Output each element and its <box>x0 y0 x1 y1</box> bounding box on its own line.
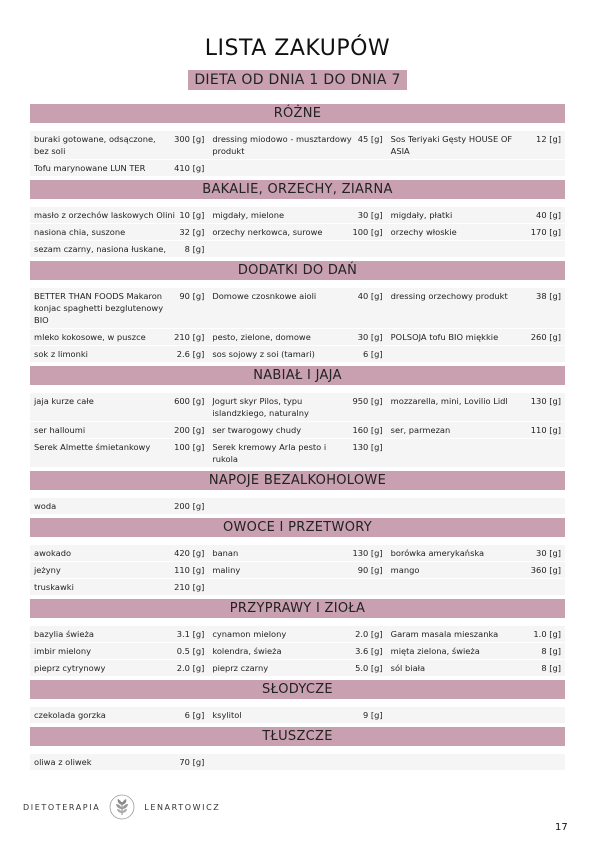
item-quantity: 6 [g] <box>184 710 205 720</box>
item-row <box>30 660 565 676</box>
item-quantity: 110 [g] <box>530 425 561 435</box>
list-item <box>30 643 208 659</box>
item-name: jeżyny <box>34 565 61 575</box>
item-row <box>30 579 565 595</box>
item-quantity: 2.0 [g] <box>176 663 205 673</box>
section-items <box>30 537 565 599</box>
section-items <box>30 385 565 471</box>
section-header: SŁODYCZE <box>30 680 565 699</box>
brand-logo <box>23 794 220 820</box>
item-name: sos sojowy z soi (tamari) <box>212 349 315 359</box>
list-item <box>208 393 386 421</box>
item-row <box>30 707 565 723</box>
item-quantity: 3.6 [g] <box>355 646 383 656</box>
item-name: czekolada gorzka <box>34 710 106 720</box>
list-item <box>30 579 208 595</box>
item-name: borówka amerykańska <box>390 548 485 558</box>
list-item <box>30 393 208 421</box>
item-quantity: 200 [g] <box>174 501 205 511</box>
item-name: dressing orzechowy produkt <box>390 291 508 301</box>
item-quantity: 6 [g] <box>362 349 383 359</box>
list-item <box>208 545 386 561</box>
item-quantity: 30 [g] <box>536 548 561 558</box>
section-header: DODATKI DO DAŃ <box>30 261 565 280</box>
leaf-wreath-icon <box>109 794 135 820</box>
diet-period-subtitle: DIETA OD DNIA 1 DO DNIA 7 <box>188 70 406 90</box>
item-name: Tofu marynowane LUN TER <box>34 163 146 173</box>
item-row <box>30 422 565 438</box>
item-name: pieprz czarny <box>212 663 269 673</box>
item-name: POLSOJA tofu BIO miękkie <box>390 332 499 342</box>
section-items <box>30 199 565 261</box>
list-item <box>208 643 386 659</box>
empty-cell <box>387 707 565 723</box>
item-row <box>30 626 565 642</box>
item-name: sól biała <box>390 663 426 673</box>
item-quantity: 45 [g] <box>357 134 383 144</box>
item-quantity: 300 [g] <box>174 134 205 144</box>
item-row <box>30 498 565 514</box>
list-item <box>208 329 386 345</box>
item-quantity: 200 [g] <box>174 425 205 435</box>
list-item <box>30 288 208 328</box>
item-name: jaja kurze całe <box>34 396 94 406</box>
item-quantity: 70 [g] <box>179 757 205 767</box>
list-item <box>208 660 386 676</box>
item-quantity: 30 [g] <box>357 332 383 342</box>
page-number: 17 <box>555 822 568 833</box>
section-items <box>30 123 565 180</box>
list-item <box>208 346 386 362</box>
list-item <box>30 660 208 676</box>
item-name: maliny <box>212 565 241 575</box>
item-quantity: 360 [g] <box>530 565 561 575</box>
empty-cell <box>208 498 386 514</box>
section-items <box>30 490 565 518</box>
item-name: kolendra, świeża <box>212 646 282 656</box>
item-quantity: 130 [g] <box>352 442 383 452</box>
list-item <box>208 626 386 642</box>
list-item <box>387 224 565 240</box>
item-quantity: 410 [g] <box>174 163 205 173</box>
item-quantity: 12 [g] <box>536 134 561 144</box>
list-item <box>30 329 208 345</box>
empty-cell <box>208 241 386 257</box>
empty-cell <box>387 754 565 770</box>
item-name: BETTER THAN FOODS Makaron konjac spaghetti bezglutenowy BIO <box>34 291 164 325</box>
item-name: orzechy nerkowca, surowe <box>212 227 323 237</box>
list-item <box>208 131 386 159</box>
list-item <box>30 207 208 223</box>
list-item <box>387 545 565 561</box>
item-name: mozzarella, mini, Lovilio Lidl <box>390 396 508 406</box>
item-quantity: 8 [g] <box>184 244 205 254</box>
item-name: buraki gotowane, odsączone, bez soli <box>34 134 156 156</box>
list-item <box>30 498 208 514</box>
item-name: woda <box>34 501 57 511</box>
list-item <box>30 224 208 240</box>
list-item <box>208 422 386 438</box>
list-item <box>387 643 565 659</box>
list-item <box>208 707 386 723</box>
item-quantity: 8 [g] <box>541 663 561 673</box>
item-name: Domowe czosnkowe aioli <box>212 291 317 301</box>
list-item <box>30 562 208 578</box>
list-item <box>387 288 565 328</box>
list-item <box>30 545 208 561</box>
list-item <box>387 422 565 438</box>
item-quantity: 8 [g] <box>541 646 561 656</box>
item-quantity: 40 [g] <box>536 210 561 220</box>
item-quantity: 210 [g] <box>174 332 205 342</box>
item-row <box>30 562 565 578</box>
item-name: Jogurt skyr Pilos, typu islandzkiego, naturalny <box>212 396 309 418</box>
item-name: mango <box>390 565 420 575</box>
shopping-list-sections <box>30 104 565 774</box>
item-name: Serek kremowy Arla pesto i rukola <box>212 442 327 464</box>
list-item <box>387 131 565 159</box>
list-item <box>387 562 565 578</box>
item-quantity: 170 [g] <box>530 227 561 237</box>
brand-name-left: DIETOTERAPIA <box>23 802 101 812</box>
item-name: nasiona chia, suszone <box>34 227 126 237</box>
list-item <box>30 707 208 723</box>
list-item <box>387 393 565 421</box>
list-item <box>208 288 386 328</box>
list-item <box>387 329 565 345</box>
item-quantity: 3.1 [g] <box>176 629 205 639</box>
item-row <box>30 288 565 328</box>
list-item <box>208 224 386 240</box>
item-name: sezam czarny, nasiona łuskane, <box>34 244 167 254</box>
section-items <box>30 280 565 366</box>
item-quantity: 32 [g] <box>179 227 205 237</box>
item-row <box>30 224 565 240</box>
item-name: ser, parmezan <box>390 425 451 435</box>
item-row <box>30 643 565 659</box>
list-item <box>30 754 208 770</box>
item-name: migdały, mielone <box>212 210 285 220</box>
item-name: cynamon mielony <box>212 629 287 639</box>
item-quantity: 130 [g] <box>530 396 561 406</box>
item-name: Serek Almette śmietankowy <box>34 442 151 452</box>
item-quantity: 100 [g] <box>352 227 383 237</box>
page-title: LISTA ZAKUPÓW <box>204 36 391 61</box>
list-item <box>30 422 208 438</box>
list-item <box>208 439 386 467</box>
item-quantity: 9 [g] <box>362 710 383 720</box>
section-header: TŁUSZCZE <box>30 727 565 746</box>
section-header: NAPOJE BEZALKOHOLOWE <box>30 471 565 490</box>
item-quantity: 100 [g] <box>174 442 205 452</box>
list-item <box>387 207 565 223</box>
item-name: Garam masala mieszanka <box>390 629 499 639</box>
item-row <box>30 346 565 362</box>
empty-cell <box>387 160 565 176</box>
item-quantity: 420 [g] <box>174 548 205 558</box>
item-row <box>30 329 565 345</box>
item-name: mleko kokosowe, w puszce <box>34 332 146 342</box>
item-quantity: 210 [g] <box>174 582 205 592</box>
item-name: orzechy włoskie <box>390 227 457 237</box>
item-quantity: 130 [g] <box>352 548 383 558</box>
item-name: ksylitol <box>212 710 242 720</box>
list-item <box>208 562 386 578</box>
item-name: ser halloumi <box>34 425 86 435</box>
item-name: truskawki <box>34 582 74 592</box>
item-quantity: 90 [g] <box>357 565 383 575</box>
item-row <box>30 207 565 223</box>
item-name: awokado <box>34 548 72 558</box>
list-item <box>387 660 565 676</box>
item-name: pieprz cytrynowy <box>34 663 106 673</box>
item-quantity: 260 [g] <box>530 332 561 342</box>
list-item <box>387 626 565 642</box>
item-row <box>30 241 565 257</box>
item-name: banan <box>212 548 239 558</box>
item-row <box>30 439 565 467</box>
item-quantity: 600 [g] <box>174 396 205 406</box>
item-quantity: 40 [g] <box>357 291 383 301</box>
empty-cell <box>387 241 565 257</box>
empty-cell <box>387 346 565 362</box>
empty-cell <box>208 754 386 770</box>
empty-cell <box>387 498 565 514</box>
item-quantity: 2.0 [g] <box>355 629 383 639</box>
item-quantity: 5.0 [g] <box>355 663 383 673</box>
empty-cell <box>208 579 386 595</box>
section-header: NABIAŁ I JAJA <box>30 366 565 385</box>
section-header: BAKALIE, ORZECHY, ZIARNA <box>30 180 565 199</box>
section-header: RÓŻNE <box>30 104 565 123</box>
item-name: imbir mielony <box>34 646 92 656</box>
item-quantity: 90 [g] <box>179 291 205 301</box>
section-items <box>30 746 565 774</box>
item-quantity: 1.0 [g] <box>533 629 561 639</box>
brand-name-right: LENARTOWICZ <box>144 802 221 812</box>
item-name: mięta zielona, świeża <box>390 646 480 656</box>
item-quantity: 0.5 [g] <box>176 646 205 656</box>
item-row <box>30 754 565 770</box>
item-row <box>30 131 565 159</box>
list-item <box>30 241 208 257</box>
section-items <box>30 699 565 727</box>
item-name: bazylia świeża <box>34 629 94 639</box>
item-quantity: 2.6 [g] <box>176 349 205 359</box>
empty-cell <box>208 160 386 176</box>
subtitle-wrapper <box>0 69 595 90</box>
item-name: oliwa z oliwek <box>34 757 92 767</box>
item-quantity: 950 [g] <box>352 396 383 406</box>
list-item <box>30 131 208 159</box>
list-item <box>30 439 208 467</box>
item-name: dressing miodowo - musztardowy produkt <box>212 134 352 156</box>
list-item <box>30 626 208 642</box>
item-name: sok z limonki <box>34 349 88 359</box>
item-name: migdały, płatki <box>390 210 453 220</box>
item-quantity: 160 [g] <box>352 425 383 435</box>
list-item <box>30 160 208 176</box>
section-items <box>30 618 565 680</box>
section-header: PRZYPRAWY I ZIOŁA <box>30 599 565 618</box>
section-header: OWOCE I PRZETWORY <box>30 518 565 537</box>
empty-cell <box>387 439 565 467</box>
item-row <box>30 393 565 421</box>
item-name: ser twarogowy chudy <box>212 425 302 435</box>
item-row <box>30 545 565 561</box>
item-quantity: 10 [g] <box>179 210 205 220</box>
empty-cell <box>387 579 565 595</box>
item-quantity: 38 [g] <box>536 291 561 301</box>
item-name: masło z orzechów laskowych Olini <box>34 210 175 220</box>
list-item <box>30 346 208 362</box>
item-name: pesto, zielone, domowe <box>212 332 311 342</box>
item-quantity: 30 [g] <box>357 210 383 220</box>
item-quantity: 110 [g] <box>174 565 205 575</box>
list-item <box>208 207 386 223</box>
item-row <box>30 160 565 176</box>
item-name: Sos Teriyaki Gęsty HOUSE OF ASIA <box>390 134 513 156</box>
